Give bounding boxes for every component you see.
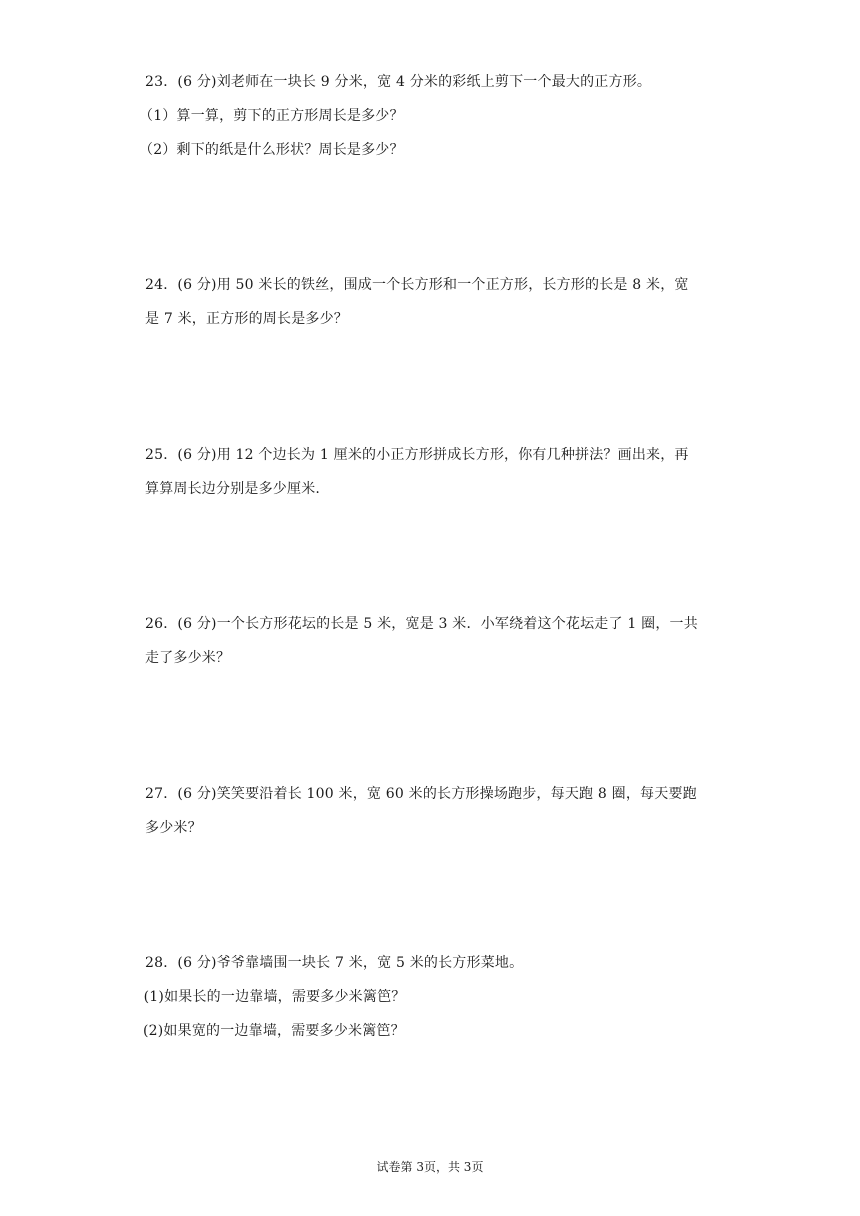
question-23-part-1: （1）算一算，剪下的正方形周长是多少？: [139, 108, 404, 124]
question-27-stem-line-1: 27．(6 分)笑笑要沿着长 100 米，宽 60 米的长方形操场跑步，每天跑 8 圈，每天要跑: [145, 786, 697, 802]
question-25-stem-line-1: 25．(6 分)用 12 个边长为 1 厘米的小正方形拼成长方形，你有几种拼法？画出来，再: [145, 447, 689, 463]
question-26-stem-line-1: 26．(6 分)一个长方形花坛的长是 5 米，宽是 3 米．小军绕着这个花坛走了 1 圈，一共: [145, 616, 698, 632]
question-27-stem-line-2: 多少米？: [145, 820, 202, 836]
question-24-stem-line-2: 是 7 米，正方形的周长是多少？: [145, 311, 349, 327]
question-28-part-1: (1)如果长的一边靠墙，需要多少米篱笆？: [139, 989, 406, 1005]
question-23-stem: 23．(6 分)刘老师在一块长 9 分米，宽 4 分米的彩纸上剪下一个最大的正方形。: [145, 74, 652, 90]
question-24-stem-line-1: 24．(6 分)用 50 米长的铁丝，围成一个长方形和一个正方形，长方形的长是 8 米，宽: [145, 277, 689, 293]
page-footer: 试卷第 3页，共 3页: [376, 1160, 484, 1174]
question-28-stem: 28．(6 分)爷爷靠墙围一块长 7 米，宽 5 米的长方形菜地。: [145, 955, 524, 971]
question-25-stem-line-2: 算算周长边分别是多少厘米.: [145, 481, 321, 497]
question-23-part-2: （2）剩下的纸是什么形状？周长是多少？: [139, 142, 404, 158]
question-28-part-2: (2)如果宽的一边靠墙，需要多少米篱笆？: [143, 1023, 405, 1039]
question-26-stem-line-2: 走了多少米？: [145, 650, 231, 666]
